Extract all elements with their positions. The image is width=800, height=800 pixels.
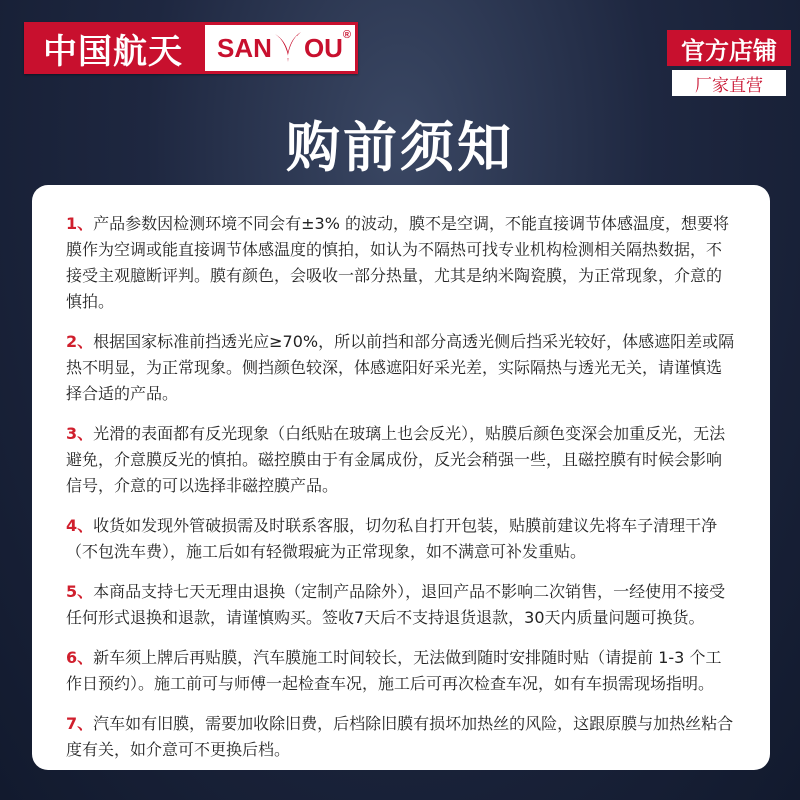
notice-text: 根据国家标准前挡透光应≥70%，所以前挡和部分高透光侧后挡采光较好，体感遮阳差或隔热不明显，为正常现象。侧挡颜色较深，体感遮阳好采光差，实际隔热与透光无关，请谨慎选择合适的产品。 xyxy=(66,332,735,403)
notice-item-1 xyxy=(66,211,736,315)
notice-item-4 xyxy=(66,513,736,565)
brand-en-logo xyxy=(202,22,358,74)
notice-text: 汽车如有旧膜，需要加收除旧费，后档除旧膜有损坏加热丝的风险，这跟原膜与加热丝粘合度有关，如介意可不更换后档。 xyxy=(66,714,734,759)
factory-direct-label: 厂家直营 xyxy=(672,70,786,96)
notice-item-6 xyxy=(66,645,736,697)
notice-text: 产品参数因检测环境不同会有±3% 的波动，膜不是空调，不能直接调节体感温度，想要将膜作为空调或能直接调节体感温度的慎拍，如认为不隔热可找专业机构检测相关隔热数据，不接受主观臆断评判。膜有颜色，会吸收一部分热量，尤其是纳米陶瓷膜，为正常现象，介意的慎拍。 xyxy=(66,214,730,311)
notice-number: 5、 xyxy=(66,582,94,601)
notice-number: 4、 xyxy=(66,516,94,535)
notice-number: 3、 xyxy=(66,424,94,443)
notice-text: 本商品支持七天无理由退换（定制产品除外），退回产品不影响二次销售，一经使用不接受任何形式退换和退款，请谨慎购买。签收7天后不支持退货退款，30天内质量问题可换货。 xyxy=(66,582,726,627)
notice-text: 收货如发现外管破损需及时联系客服，切勿私自打开包装，贴膜前建议先将车子清理干净（不包洗车费），施工后如有轻微瑕疵为正常现象，如不满意可补发重贴。 xyxy=(66,516,718,561)
page-title: 购前须知 xyxy=(286,116,514,179)
notice-number: 6、 xyxy=(66,648,94,667)
notice-number: 7、 xyxy=(66,714,94,733)
brand-en-right: OU xyxy=(303,32,343,63)
notice-card xyxy=(32,185,770,770)
notice-item-5 xyxy=(66,579,736,631)
notice-text: 光滑的表面都有反光现象（白纸贴在玻璃上也会反光），贴膜后颜色变深会加重反光，无法避免，介意膜反光的慎拍。磁控膜由于有金属成份，反光会稍强一些，且磁控膜有时候会影响信号，介意的可以选择非磁控膜产品。 xyxy=(66,424,726,495)
notice-text: 新车须上牌后再贴膜，汽车膜施工时间较长，无法做到随时安排随时贴（请提前 1-3 个工作日预约）。施工前可与师傅一起检查车况，施工后可再次检查车况，如有车损需现场指明。 xyxy=(66,648,722,693)
brand-logo xyxy=(24,22,358,74)
notice-item-3 xyxy=(66,421,736,499)
registered-mark: ® xyxy=(342,29,351,41)
notice-number: 1、 xyxy=(66,214,94,233)
notice-item-7 xyxy=(66,711,736,763)
brand-cn-text: 中国航天 xyxy=(24,22,202,74)
feather-icon xyxy=(273,28,303,68)
official-store-badge: 官方店铺 xyxy=(667,30,791,66)
brand-en-left: SAN xyxy=(217,32,272,63)
notice-item-2 xyxy=(66,329,736,407)
notice-number: 2、 xyxy=(66,332,94,351)
